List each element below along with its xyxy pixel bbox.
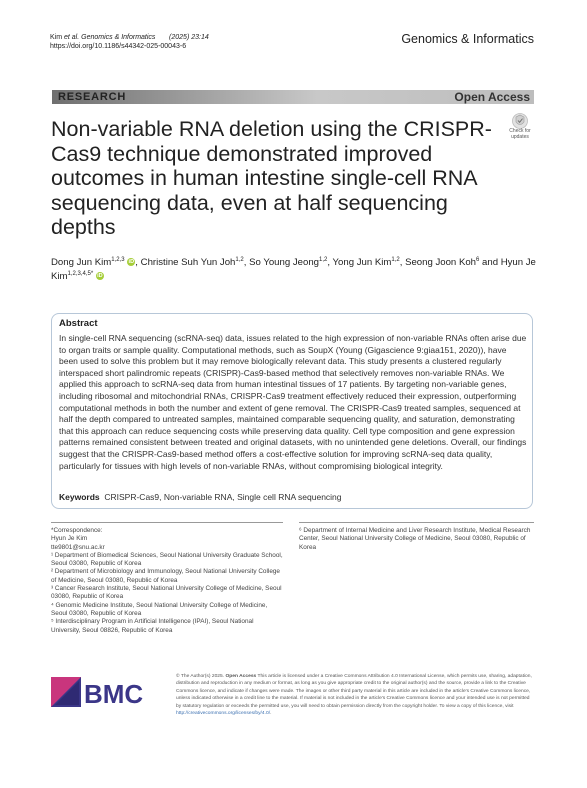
citation-volume: (2025) 23:14 [169,34,209,41]
article-title: Non-variable RNA deletion using the CRISPR-Cas9 technique demonstrated improved outcomes in human intestine single-cell RNA sequencing data, even at half sequencing depths [51,117,492,240]
license-tail: . [270,711,272,717]
author-affiliation-sup: 6 [476,257,480,263]
citation-authors: Kim [50,34,64,41]
author-name: Hyun Je Kim [51,257,536,282]
open-access-label: Open Access [454,90,530,104]
abstract-heading: Abstract [59,318,98,329]
author-affiliation-sup: 1,2 [235,257,244,263]
author-name: Yong Jun Kim [332,257,392,268]
footnote: ² Department of Microbiology and Immunology, Seoul National University College of Medicine, Seoul 03080, Republic of Korea [51,568,280,584]
footnote: ³ Cancer Research Institute, Seoul National University College of Medicine, Seoul 03080, Republic of Korea [51,585,282,601]
footnote: Hyun Je Kim [51,535,88,543]
author-name: Dong Jun Kim [51,257,112,268]
license-oa: Open Access [225,674,257,679]
footnote: ⁶ Department of Internal Medicine and Liver Research Institute, Medical Research Center, Seoul National University College of Medicine, Seoul 03080, Republic of Korea [299,527,531,551]
check-for-updates-icon [509,113,531,129]
author-separator: , [399,257,406,268]
orcid-icon[interactable]: iD [128,259,135,266]
author-separator: and [479,257,501,268]
footnote: ¹ Department of Biomedical Sciences, Seoul National University Graduate School, Seoul 03080, Republic of Korea [51,551,283,568]
author-affiliation-sup: 1,2 [391,257,400,263]
author-name: So Young Jeong [249,257,319,268]
keywords-text: CRISPR-Cas9, Non-variable RNA, Single cell RNA sequencing [104,492,342,502]
check-label-2: updates [511,133,529,140]
author-name: Christine Suh Yun Joh [140,257,236,268]
author-affiliation-sup: 1,2,3 [111,257,125,263]
footnotes-left [51,527,283,635]
footnote: ⁴ Genomic Medicine Institute, Seoul National University College of Medicine, Seoul 03080, Republic of Korea [51,601,268,617]
check-label-1: Check for [509,128,531,134]
footnote[interactable]: tte9801@snu.ac.kr [51,543,105,551]
check-for-updates-badge[interactable] [506,113,534,140]
keywords-line [59,492,342,502]
citation-journal: et al. Genomics & Informatics [64,34,156,41]
bmc-logo-text: BMC [84,679,144,709]
orcid-icon[interactable]: iD [97,273,103,280]
footnote-divider-right [299,522,534,523]
author-separator: , [243,257,250,268]
article-type: RESEARCH [58,91,127,103]
license-lead: © The Author(s) 2025. [176,674,226,679]
author-affiliation-sup: 1,2,3,4,5* [67,271,94,277]
footnote-divider-left [51,522,283,523]
footnote: ⁵ Interdisciplinary Program in Artificial Intelligence (IPAI), Seoul National University, Seoul 08826, Republic of Korea [51,618,254,634]
author-affiliation-sup: 1,2 [319,257,328,263]
journal-name: Genomics & Informatics [401,32,534,46]
author-name: Seong Joon Koh [405,257,477,268]
license-link[interactable]: http://creativecommons.org/licenses/by/4.0/ [176,711,271,717]
author-list [51,256,536,284]
keywords-label: Keywords [59,492,100,502]
doi-link[interactable]: https://doi.org/10.1186/s44342-025-00043-6 [50,43,187,50]
article-type-band [52,90,534,104]
license-text [176,673,534,717]
abstract-text: In single-cell RNA sequencing (scRNA-seq) data, issues related to the high expression of non-variable RNAs often arise due to organ traits or sample quality. Computational methods, such as SoupX (Young (Gigascience 9:giaa151, 2020)), have been used to solve this problem but it may remove biologically relevant data. This study presents a clustered regularly interspaced short palindromic repeats (CRISPR)-Cas9-based method that selectively removes non-variable RNAs. We applied this approach to scRNA-seq data from human intestinal tissues of 17 patients. By targeting non-variable genes, including ribosomal and mitochondrial RNAs, CRISPR-Cas9 treatment effectively reduced their expression, outperforming computational methods in both the number and extent of gene removal. The CRISPR-Cas9 treated samples, sequenced at half the depth compared to untreated samples, maintained comparable sequencing quality, and saturation, demonstrating that this approach can reduce sequencing costs while preserving data quality. Cell type composition and gene expression patterns remained consistent between treated and original datasets, with no unintended gene deletions. Overall, our findings suggest that the CRISPR-Cas9-based method offers a cost-effective solution for improving scRNA-seq data quality, particularly for tissues with high levels of non-variable RNAs, without compromising biological integrity. [59,333,527,471]
footnote: *Correspondence: [51,527,103,534]
bmc-logo [51,675,161,709]
license-body: This article is licensed under a Creative Commons Attribution 4.0 International License, which permits use, sharing, adaptation, distribution and reproduction in any medium or format, as long as you give appropriate credit to the original author(s) and the source, provide a link to the Creative Commons licence, and indicate if changes were made. The images or other third party material in this article are included in the article's Creative Commons licence, unless indicated otherwise in a credit line to the material. If material is not included in the article's Creative Commons licence and your intended use is not permitted by statutory regulation or exceeds the permitted use, you will need to obtain permission directly from the copyright holder. To view a copy of this licence, visit [176,674,532,709]
footnotes-right [299,527,534,552]
author-separator: , [327,257,333,268]
author-separator: , [135,257,141,268]
citation-header [50,33,209,51]
